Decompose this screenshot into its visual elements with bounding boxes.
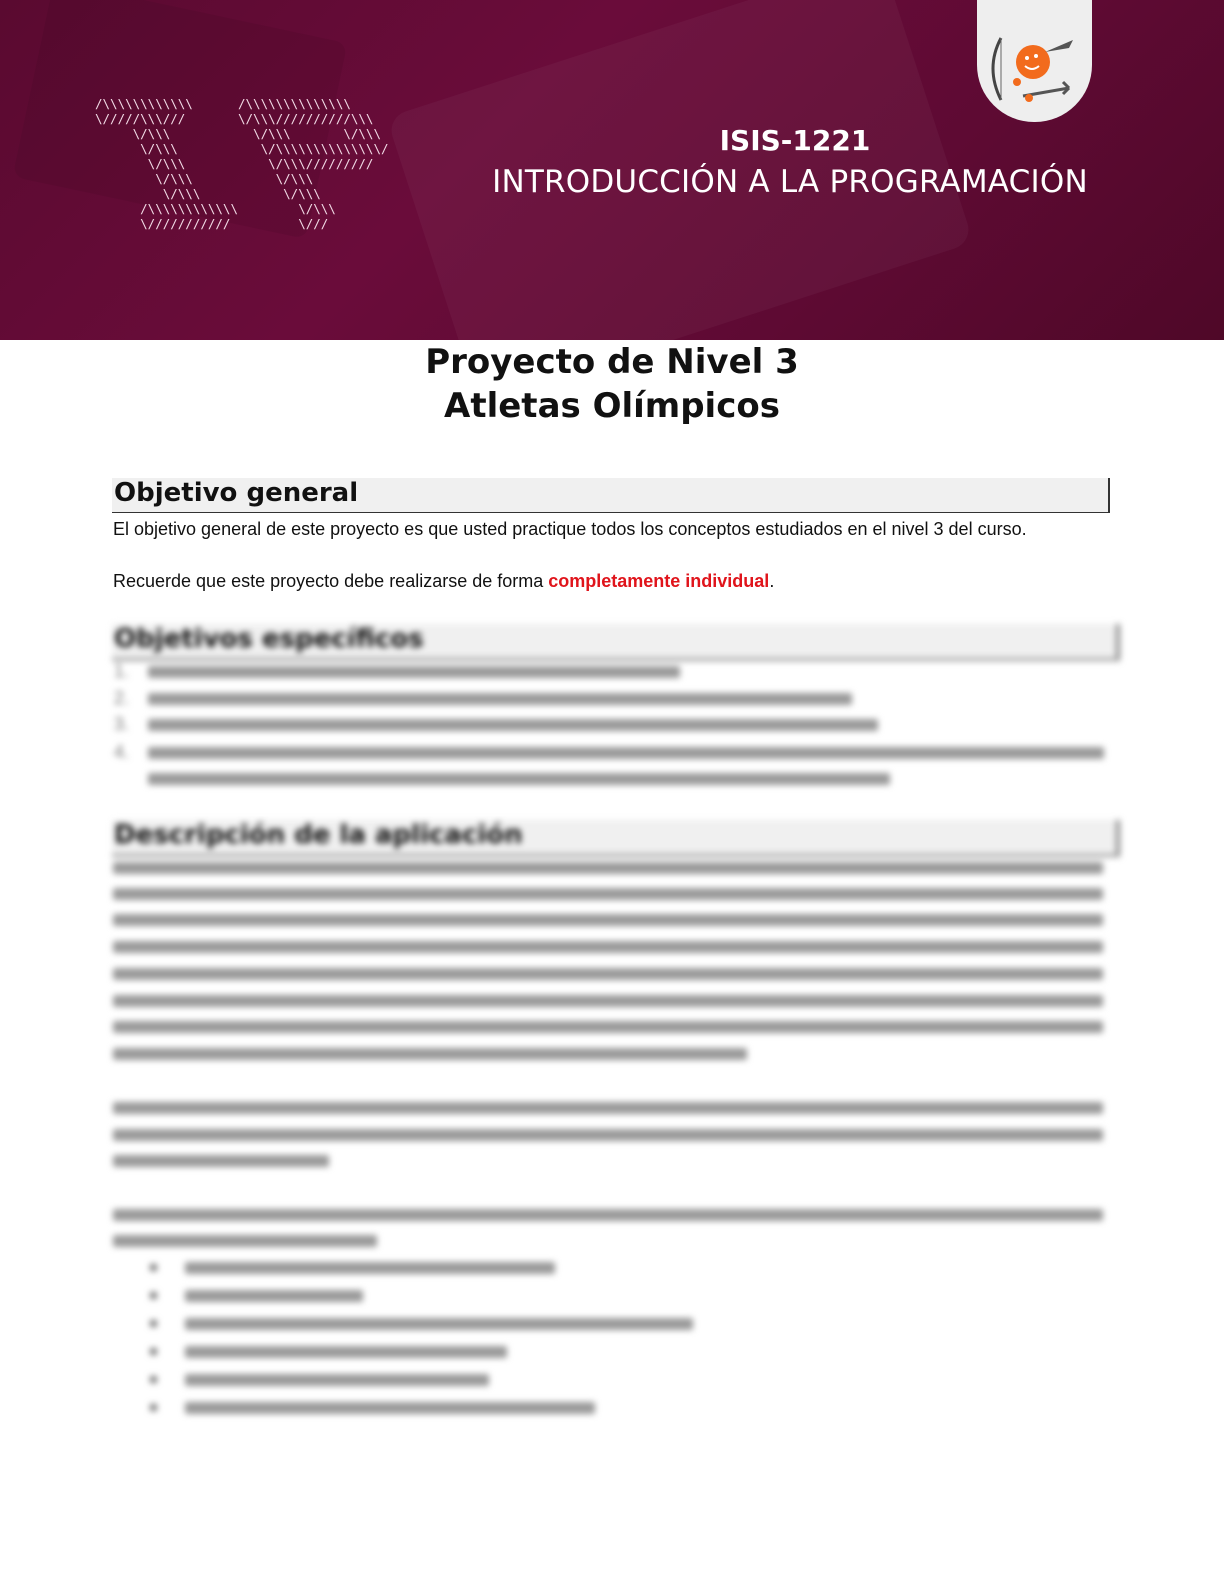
redacted-line (185, 1346, 507, 1358)
individual-work-note (113, 568, 1101, 594)
redacted-line (113, 888, 1103, 900)
redacted-line (113, 1048, 747, 1060)
objetivo-general-paragraph: El objetivo general de este proyecto es que usted practique todos los conceptos estudiados en el nivel 3 del curso. (113, 519, 1027, 539)
document-title (0, 340, 1224, 428)
section-heading-text: Descripción de la aplicación (114, 820, 523, 850)
redacted-line (113, 968, 1103, 980)
redacted-line (148, 719, 878, 731)
redacted-line (148, 693, 852, 705)
note-prefix: Recuerde que este proyecto debe realizarse de forma (113, 571, 549, 591)
list-number: 3. (114, 714, 130, 734)
section-heading-objetivos-especificos (112, 624, 1120, 661)
redacted-line (185, 1402, 595, 1414)
redacted-line (113, 914, 1103, 926)
ip-ascii-logo: /\\\\\\\\\\\\ /\\\\\\\\\\\\\\ \/////\\\/// \/\\\//////////\\\ \/\\\ \/\\\ \/\\\ \/\\\ \/\\\\\\\\\\\\\\/ \/\\\ \/\\\///////// \/\\\ \/\\\ \/\\\ \/\\\ /\\\\\\\\\\\\ \/\\\ \/////////// \/// (95, 96, 389, 231)
redacted-line (113, 941, 1103, 953)
redacted-line (185, 1374, 489, 1386)
redacted-line (113, 1129, 1103, 1141)
course-name: INTRODUCCIÓN A LA PROGRAMACIÓN (492, 164, 1088, 200)
section-heading-descripcion (112, 820, 1120, 857)
redacted-line (185, 1262, 555, 1274)
list-bullet (150, 1292, 157, 1299)
list-number: 1. (114, 661, 130, 681)
list-number: 2. (114, 688, 130, 708)
redacted-line (148, 666, 680, 678)
section-heading-text: Objetivos específicos (114, 624, 424, 654)
section-heading-text: Objetivo general (114, 478, 359, 508)
archer-mascot-logo (977, 0, 1092, 122)
section-heading-objetivo-general (112, 478, 1110, 513)
redacted-line (113, 995, 1103, 1007)
title-line-1: Proyecto de Nivel 3 (425, 342, 799, 382)
list-bullet (150, 1264, 157, 1271)
list-bullet (150, 1376, 157, 1383)
redacted-line (185, 1290, 363, 1302)
redacted-line (185, 1318, 693, 1330)
note-emphasis: completamente individual (548, 571, 770, 591)
archer-icon (983, 30, 1087, 110)
redacted-line (148, 747, 1104, 759)
redacted-line (113, 1021, 1103, 1033)
list-bullet (150, 1320, 157, 1327)
title-line-2: Atletas Olímpicos (444, 386, 780, 426)
list-bullet (150, 1404, 157, 1411)
note-suffix: . (769, 571, 775, 591)
redacted-line (113, 862, 1103, 874)
list-number: 4. (114, 742, 130, 762)
redacted-line (113, 1155, 329, 1167)
list-bullet (150, 1348, 157, 1355)
redacted-line (113, 1235, 377, 1247)
course-code: ISIS-1221 (719, 124, 871, 157)
redacted-line (113, 1209, 1103, 1221)
redacted-line (113, 1102, 1103, 1114)
redacted-line (148, 773, 890, 785)
